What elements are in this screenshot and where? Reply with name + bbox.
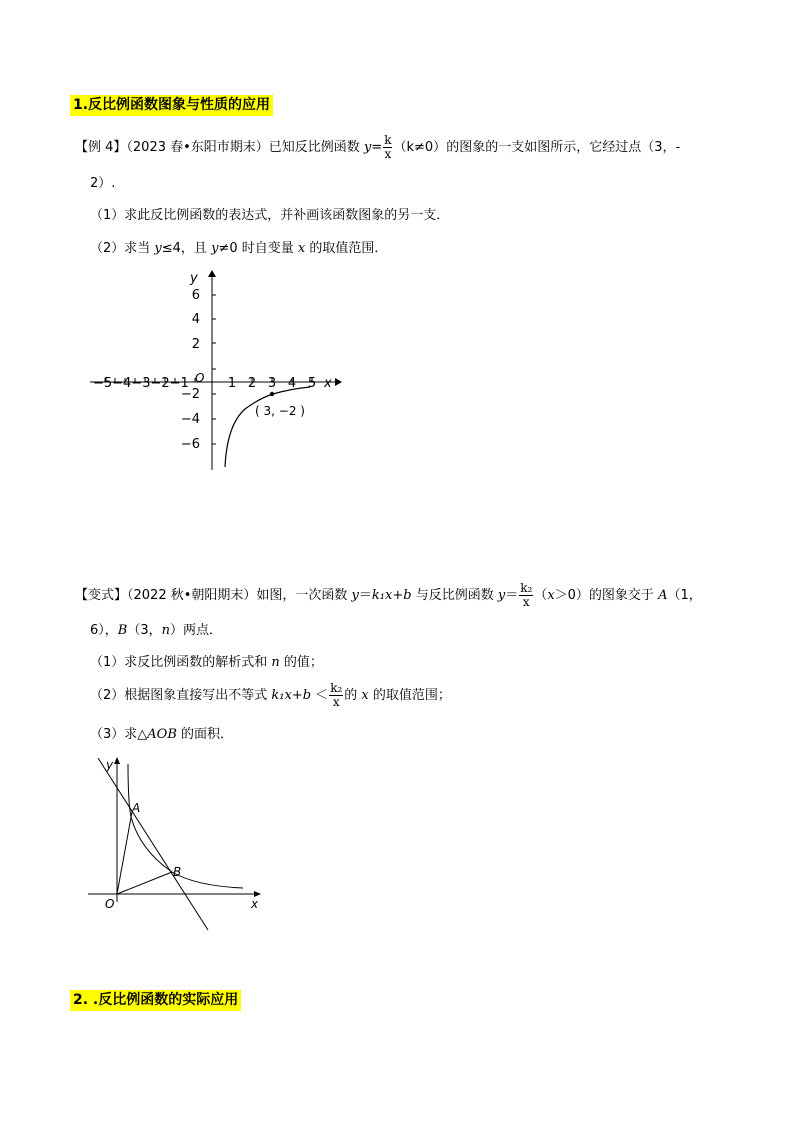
variant-q1-n: n bbox=[271, 655, 280, 670]
example4-line1 bbox=[75, 134, 680, 161]
variant-inv-y: y bbox=[497, 588, 506, 603]
section-heading-2: 2. .反比例函数的实际应用 bbox=[70, 990, 241, 1011]
q2-var-y2: y bbox=[211, 241, 219, 256]
y-tick-label: 4 bbox=[191, 312, 200, 327]
example4-label: 【例 4】 bbox=[75, 140, 127, 155]
variant-q2-fraction bbox=[329, 682, 343, 709]
variant-q2-expr: k₁x+b bbox=[271, 688, 312, 703]
example4-line2: 2）. bbox=[90, 176, 116, 191]
y-tick-label: −4 bbox=[180, 412, 200, 427]
q2-text-c: ≠0 时自变量 bbox=[218, 241, 298, 256]
variant-q2-x: x bbox=[361, 688, 369, 703]
segment-ob bbox=[117, 872, 172, 894]
variant-point-a: A bbox=[658, 588, 668, 603]
q2-text-b: ≤4，且 bbox=[161, 241, 212, 256]
x-axis-arrow bbox=[335, 378, 342, 386]
x-tick-label: 1 bbox=[227, 376, 237, 391]
variant-lin-eq: ＝ bbox=[358, 588, 372, 603]
y-ticks bbox=[212, 295, 216, 444]
variant-line1 bbox=[75, 582, 702, 609]
example4-text-a: 已知反比例函数 bbox=[268, 140, 364, 155]
fraction-numerator: k₂ bbox=[520, 581, 533, 595]
y-axis-arrow bbox=[114, 757, 120, 764]
fraction-numerator: k bbox=[384, 133, 392, 147]
variant-fraction bbox=[519, 582, 533, 609]
variant-q1-a: （1）求反比例函数的解析式和 bbox=[90, 655, 272, 670]
x-axis-label: x bbox=[251, 897, 259, 911]
origin-label: O bbox=[195, 371, 205, 385]
variant-q2-a: （2）根据图象直接写出不等式 bbox=[90, 688, 272, 703]
example4-fraction bbox=[383, 134, 392, 161]
segment-oa bbox=[117, 812, 132, 894]
variant-q3-aob: AOB bbox=[147, 727, 177, 742]
example4-cond: （k≠0） bbox=[393, 140, 447, 155]
example4-q2 bbox=[90, 240, 387, 258]
x-tick-label: 2 bbox=[247, 376, 257, 391]
variant-line2-c: ）两点． bbox=[170, 623, 223, 638]
section-heading-1: 1.反比例函数图象与性质的应用 bbox=[70, 95, 273, 116]
variant-lin-expr: k₁x+b bbox=[371, 588, 412, 603]
variant-cond-b: ＞0）的图象交于 bbox=[554, 588, 659, 603]
variant-text-b: 与反比例函数 bbox=[411, 588, 498, 603]
q2-var-y: y bbox=[154, 241, 162, 256]
example4-source: （2023 春•东阳市期末） bbox=[126, 140, 269, 155]
fraction-denominator: x bbox=[384, 147, 392, 161]
variant-q2-b: 的 bbox=[344, 688, 362, 703]
variant-source: （2022 秋•朝阳期末） bbox=[127, 588, 257, 603]
variant-q1 bbox=[90, 654, 323, 672]
point-b-label: B bbox=[173, 865, 182, 879]
point-label: ( 3, −2 ) bbox=[255, 404, 305, 418]
variant-q3-b: 的面积． bbox=[176, 727, 234, 742]
variant-cond-x: x bbox=[547, 588, 555, 603]
example4-func-y: y bbox=[363, 140, 372, 155]
q2-var-x: x bbox=[297, 241, 306, 256]
variant-line2-b: （3， bbox=[127, 623, 162, 638]
example4-func-eq: = bbox=[371, 140, 383, 155]
example4-q1: （1）求此反比例函数的表达式，并补画该函数图象的另一支． bbox=[90, 208, 450, 223]
point-3-neg2 bbox=[270, 392, 274, 396]
y-tick-label: 2 bbox=[191, 337, 200, 352]
q2-text-a: （2）求当 bbox=[90, 241, 155, 256]
variant-inv-eq: ＝ bbox=[505, 588, 519, 603]
q2-text-d: 的取值范围． bbox=[305, 241, 388, 256]
x-tick-label: 3 bbox=[267, 376, 277, 391]
variant-n: n bbox=[161, 623, 170, 638]
y-axis-label: y bbox=[190, 271, 198, 286]
variant-q1-b: 的值； bbox=[279, 655, 323, 670]
variant-point-b: B bbox=[117, 623, 128, 638]
origin-label: O bbox=[105, 897, 115, 911]
variant-line2-a: 6）， bbox=[90, 623, 118, 638]
point-a-label: A bbox=[132, 801, 141, 815]
y-axis-arrow bbox=[208, 270, 216, 277]
variant-q3 bbox=[90, 726, 233, 744]
variant-text-c: （1， bbox=[667, 588, 702, 603]
fraction-denominator: x bbox=[522, 595, 530, 609]
y-tick-label: −2 bbox=[180, 387, 200, 402]
variant-q3-a: （3）求△ bbox=[90, 727, 148, 742]
variant-q2 bbox=[90, 682, 451, 709]
hyperbola-curve bbox=[128, 764, 243, 888]
variant-text-a: 如图，一次函数 bbox=[256, 588, 352, 603]
variant-label: 【变式】 bbox=[75, 588, 128, 603]
variant-line2 bbox=[90, 622, 222, 640]
x-tick-label: 5 bbox=[307, 376, 317, 391]
fraction-numerator: k₂ bbox=[330, 681, 343, 695]
variant-q2-lt: ＜ bbox=[311, 688, 329, 703]
y-axis-label: y bbox=[106, 758, 114, 772]
linear-function-line bbox=[98, 758, 208, 930]
fraction-denominator: x bbox=[332, 695, 340, 709]
x-neg-tick-labels: −5−4−3−2−1 bbox=[93, 376, 189, 391]
x-axis-label: x bbox=[324, 376, 332, 391]
variant-cond-a: （ bbox=[534, 588, 548, 603]
example4-graph bbox=[85, 265, 345, 480]
hyperbola-branch bbox=[225, 387, 310, 467]
variant-graph bbox=[88, 752, 268, 937]
x-tick-label: 4 bbox=[287, 376, 297, 391]
variant-lin-y: y bbox=[351, 588, 359, 603]
y-tick-label: −6 bbox=[180, 437, 200, 452]
variant-q2-c: 的取值范围； bbox=[368, 688, 451, 703]
y-tick-label: 6 bbox=[191, 288, 200, 303]
example4-text-b: 的图象的一支如图所示，它经过点（3，- bbox=[446, 140, 681, 155]
